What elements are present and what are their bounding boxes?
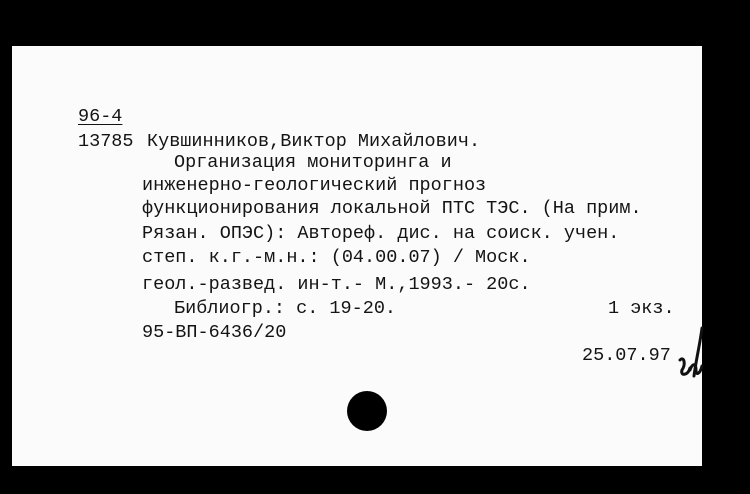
title-line: функционирования локальной ПТС ТЭС. (На прим. [142,198,642,219]
title-line: геол.-развед. ин-т.- М.,1993.- 20с. [142,274,531,295]
bibliography-note: Библиогр.: с. 19-20. [174,298,397,319]
accession-number: 13785 [78,131,134,152]
punch-hole [347,391,387,431]
handwritten-signature [672,326,712,386]
title-line: Организация мониторинга и [174,152,452,173]
copies-count: 1 экз. [608,298,675,319]
title-line: степ. к.г.-м.н.: (04.00.07) / Моск. [142,247,531,268]
title-line: Рязан. ОПЭС): Автореф. дис. на соиск. учен. [142,223,620,244]
date-stamp: 25.07.97 [582,345,671,366]
shelf-mark: 96-4 [78,106,123,127]
author-name: Кувшинников,Виктор Михайлович. [147,131,481,152]
title-line: инженерно-геологический прогноз [142,175,487,196]
catalog-code: 95-ВП-6436/20 [142,322,287,343]
catalog-card [12,46,702,466]
